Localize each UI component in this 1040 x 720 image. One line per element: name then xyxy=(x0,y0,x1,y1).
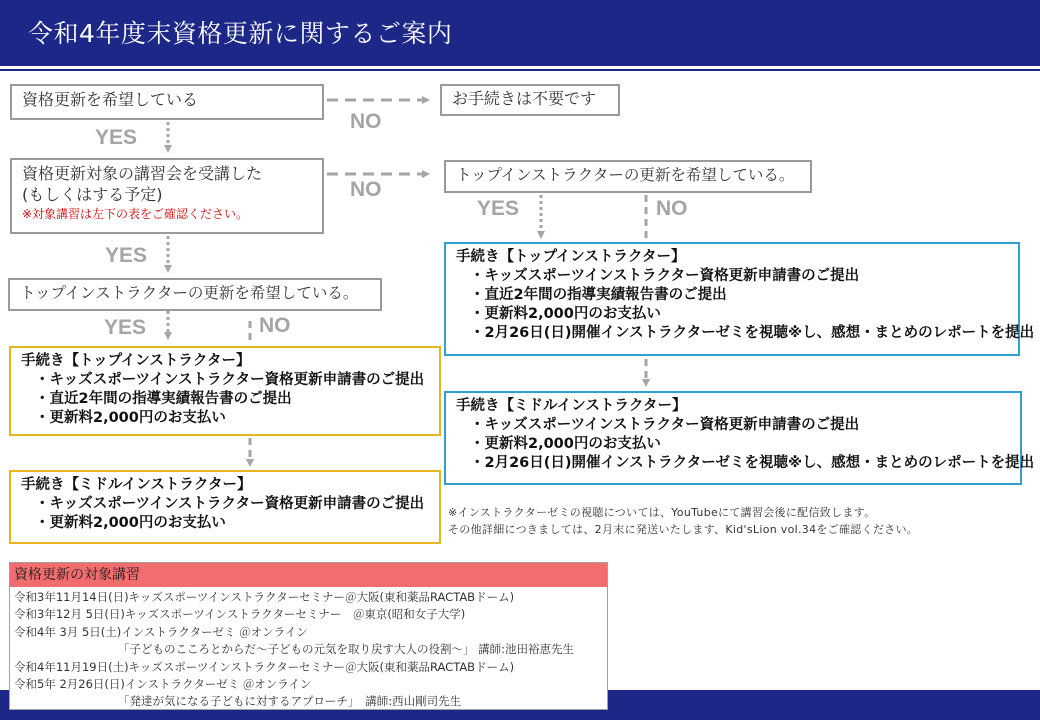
label-q3-left-no: NO xyxy=(259,314,291,337)
course-row: 令和3年11月14日(日)キッズスポーツインストラクターセミナー＠大阪(東和薬品RACTABドーム) xyxy=(14,590,515,604)
course-row-subtitle: 「発達が気になる子どもに対するアプローチ」 講師:西山剛司先生 xyxy=(118,694,462,709)
question-top-left-text: トップインストラクターの更新を希望している。 xyxy=(20,284,359,302)
procedure-item: ・更新料2,000円のお支払い xyxy=(35,515,226,531)
target-courses-table xyxy=(9,562,608,710)
procedure-item: ・更新料2,000円のお支払い xyxy=(470,436,661,452)
procedure-title: 手続き【ミドルインストラクター】 xyxy=(21,477,252,493)
procedure-item: ・2月26日(日)開催インストラクターゼミを視聴※し、感想・まとめのレポートを提出 xyxy=(470,325,1035,341)
course-row: 令和3年12月 5日(日)キッズスポーツインストラクターセミナー ＠東京(昭和女子大学) xyxy=(14,607,466,622)
procedure-left-middle-instructor xyxy=(9,470,441,544)
procedure-title: 手続き【トップインストラクター】 xyxy=(21,353,251,369)
procedure-title: 手続き【トップインストラクター】 xyxy=(456,249,686,265)
procedure-item: ・キッズスポーツインストラクター資格更新申請書のご提出 xyxy=(470,268,860,284)
footnote-line: その他詳細につきましては、2月末に発送いたします、Kid'sLion vol.34をご確認ください。 xyxy=(448,523,919,536)
question-attended-course-line2: (もしくはする予定) xyxy=(22,185,163,204)
course-row-subtitle: 「子どものこころとからだ～子どもの元気を取り戻す大人の役割～」 講師:池田裕恵先生 xyxy=(118,642,575,657)
question-top-right-text: トップインストラクターの更新を希望している。 xyxy=(456,166,795,184)
procedure-item: ・更新料2,000円のお支払い xyxy=(35,410,226,426)
course-row: 令和4年 3月 5日(土)インストラクターゼミ ＠オンライン xyxy=(14,624,308,639)
label-q3-right-yes: YES xyxy=(477,197,520,220)
label-q3-right-no: NO xyxy=(656,197,688,220)
procedure-item: ・2月26日(日)開催インストラクターゼミを視聴※し、感想・まとめのレポートを提出 xyxy=(470,455,1035,471)
question-wants-renewal xyxy=(10,84,324,120)
question-top-left xyxy=(8,278,382,311)
label-q1-yes: YES xyxy=(95,126,138,149)
procedure-title: 手続き【ミドルインストラクター】 xyxy=(456,398,687,414)
footnote xyxy=(448,504,918,538)
label-q2-yes: YES xyxy=(105,244,148,267)
procedure-item: ・キッズスポーツインストラクター資格更新申請書のご提出 xyxy=(35,496,425,512)
target-courses-title: 資格更新の対象講習 xyxy=(10,563,607,587)
procedure-item: ・キッズスポーツインストラクター資格更新申請書のご提出 xyxy=(470,417,860,433)
question-attended-course-line1: 資格更新対象の講習会を受講した xyxy=(22,164,263,183)
result-no-procedure-text: お手続きは不要です xyxy=(452,89,597,108)
result-no-procedure xyxy=(440,84,620,116)
question-attended-course xyxy=(10,158,324,234)
target-course-note: ※対象講習は左下の表をご確認ください。 xyxy=(22,207,249,221)
question-top-right xyxy=(444,160,812,193)
procedure-right-top-instructor xyxy=(444,242,1035,356)
procedure-item: ・キッズスポーツインストラクター資格更新申請書のご提出 xyxy=(35,372,425,388)
page-title: 令和4年度末資格更新に関するご案内 xyxy=(28,19,453,48)
label-q1-no: NO xyxy=(350,110,382,133)
procedure-left-top-instructor xyxy=(9,346,441,436)
procedure-item: ・直近2年間の指導実績報告書のご提出 xyxy=(470,287,727,303)
procedure-right-middle-instructor xyxy=(444,391,1035,485)
course-row: 令和4年11月19日(土)キッズスポーツインストラクターセミナー＠大阪(東和薬品RACTABドーム) xyxy=(14,659,515,674)
procedure-item: ・直近2年間の指導実績報告書のご提出 xyxy=(35,391,292,407)
label-q3-left-yes: YES xyxy=(104,316,147,339)
footnote-line: ※インストラクターゼミの視聴については、YouTubeにて講習会後に配信致します。 xyxy=(448,506,876,519)
procedure-item: ・更新料2,000円のお支払い xyxy=(470,306,661,322)
course-row: 令和5年 2月26日(日)インストラクターゼミ ＠オンライン xyxy=(14,677,312,692)
target-courses-list xyxy=(10,587,607,713)
question-wants-renewal-text: 資格更新を希望している xyxy=(22,90,199,109)
label-q2-no: NO xyxy=(350,178,382,201)
